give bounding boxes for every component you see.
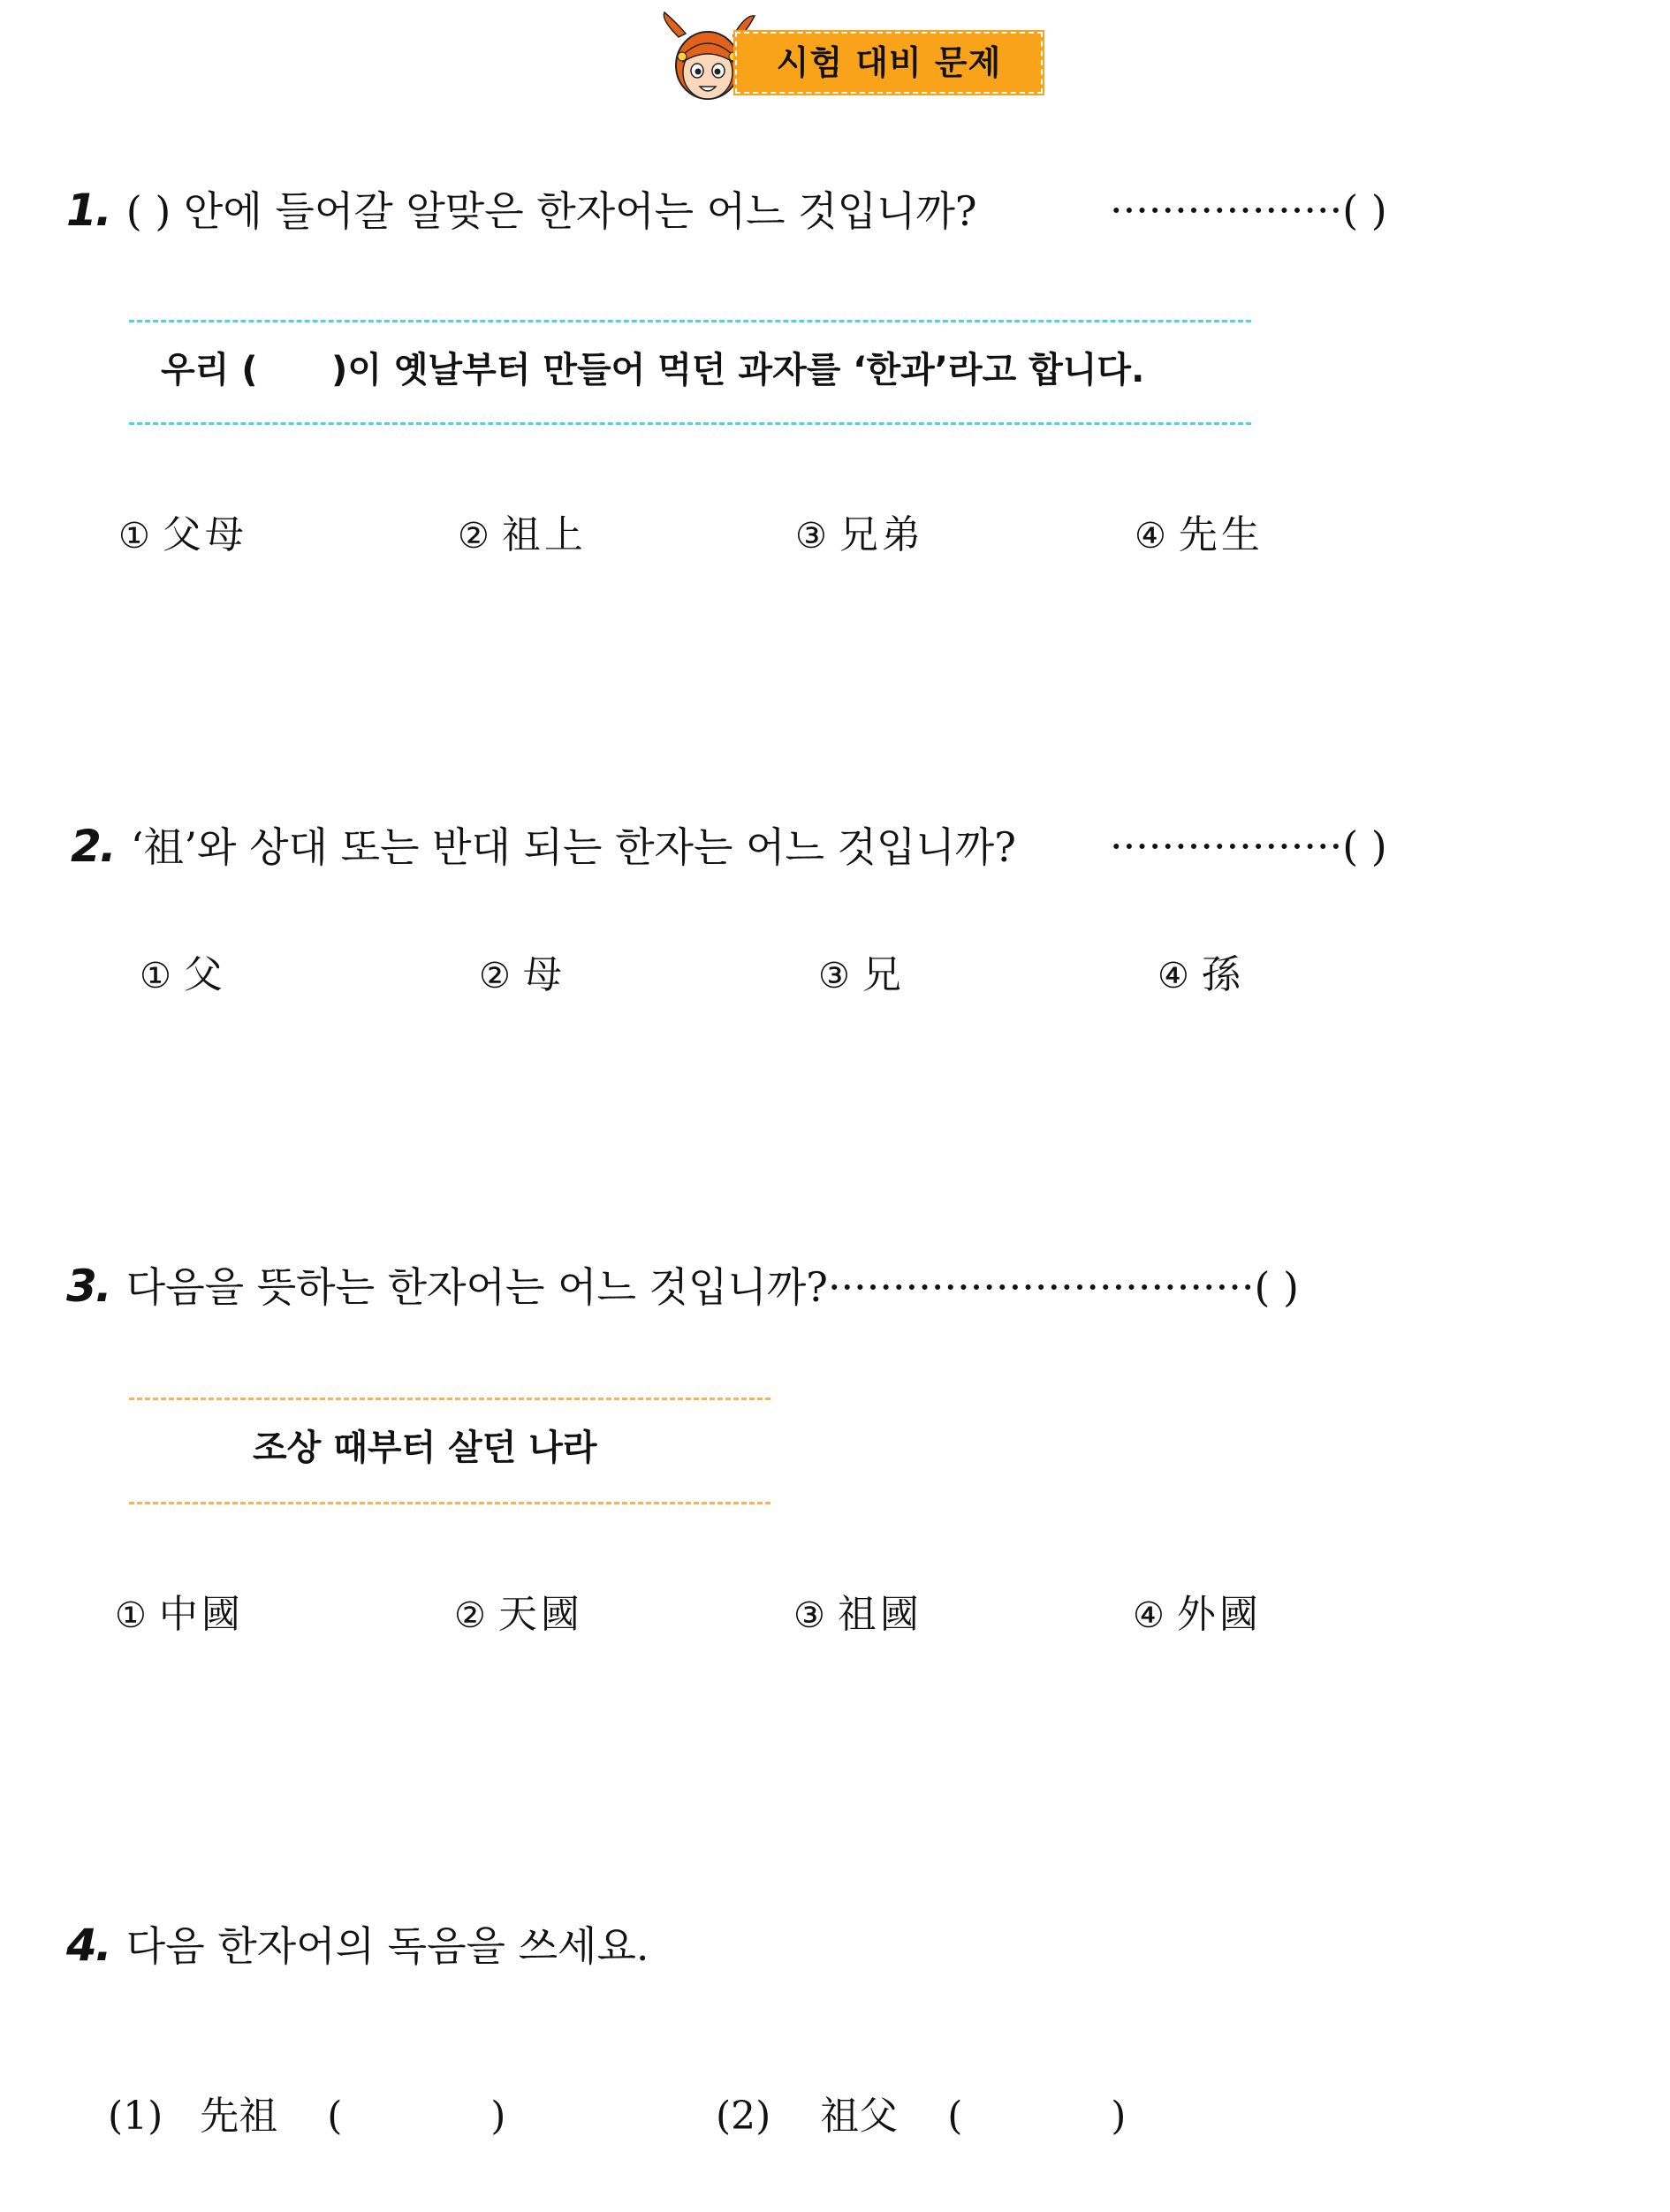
option-text: 祖國 [837, 1592, 922, 1637]
box-bottom-border [129, 1502, 770, 1504]
option-2-4[interactable] [1158, 951, 1244, 1001]
item-mark: (2) [716, 2094, 771, 2139]
option-1-2[interactable] [458, 511, 587, 561]
item-hanja: 祖父 [820, 2094, 899, 2139]
option-3-2[interactable] [454, 1590, 583, 1640]
question-3 [66, 1260, 1299, 1314]
page-title: 시험 대비 문제 [776, 43, 1002, 82]
item-mark: (1) [108, 2094, 163, 2139]
option-mark: ② [479, 956, 511, 996]
option-mark: ③ [793, 1595, 825, 1636]
question-number: 1. [66, 185, 110, 236]
option-mark: ④ [1135, 516, 1166, 557]
option-text: 父 [183, 952, 226, 997]
option-text: 先生 [1178, 512, 1264, 557]
option-2-3[interactable] [818, 951, 905, 1001]
option-3-1[interactable] [115, 1590, 244, 1640]
option-1-1[interactable] [118, 511, 247, 561]
item-hanja: 先祖 [200, 2094, 278, 2139]
option-text: 孫 [1201, 952, 1244, 997]
title-banner [735, 32, 1043, 94]
definition-text: 조상 때부터 살던 나라 [253, 1428, 597, 1468]
option-text: 母 [522, 952, 566, 997]
question-text: ( ) 안에 들어갈 알맞은 한자어는 어느 것입니까? [125, 187, 977, 235]
answer-blank-1[interactable]: ··················( ) [1110, 186, 1387, 234]
reading-blank-1[interactable]: ( ) [327, 2094, 506, 2139]
box-top-border [129, 320, 1251, 322]
option-text: 外國 [1176, 1592, 1262, 1637]
question-1 [66, 184, 977, 238]
option-text: 祖上 [501, 512, 587, 557]
answer-blank-3[interactable]: ·································( ) [827, 1263, 1299, 1311]
question-number: 4. [66, 1920, 110, 1971]
option-mark: ④ [1133, 1595, 1165, 1636]
option-text: 兄 [862, 952, 905, 997]
option-text: 兄弟 [839, 512, 924, 557]
question-text: 다음을 뜻하는 한자어는 어느 것입니까? [125, 1263, 828, 1311]
page-header [659, 11, 1048, 108]
option-mark: ② [454, 1595, 486, 1636]
reading-item-2 [716, 2092, 1126, 2141]
question-4 [66, 1919, 649, 1973]
reading-item-1 [108, 2092, 505, 2141]
option-1-3[interactable] [795, 511, 924, 561]
question-number: 2. [71, 821, 115, 872]
option-mark: ① [115, 1595, 147, 1636]
option-3-4[interactable] [1133, 1590, 1262, 1640]
box-bottom-border [129, 422, 1251, 425]
option-3-3[interactable] [793, 1590, 922, 1640]
question-text: ‘祖’와 상대 또는 반대 되는 한자는 어느 것입니까? [130, 823, 1016, 871]
option-mark: ① [118, 516, 150, 557]
answer-blank-2[interactable]: ··················( ) [1110, 822, 1387, 870]
option-2-1[interactable] [140, 951, 226, 1001]
context-sentence: 우리 ( )이 옛날부터 만들어 먹던 과자를 ‘한과’라고 합니다. [161, 350, 1145, 390]
option-mark: ③ [795, 516, 827, 557]
box-top-border [129, 1398, 770, 1400]
option-text: 中國 [158, 1592, 244, 1637]
question-number: 3. [66, 1261, 110, 1312]
option-1-4[interactable] [1135, 511, 1264, 561]
option-mark: ④ [1158, 956, 1189, 996]
question-text: 다음 한자어의 독음을 쓰세요. [125, 1922, 649, 1970]
option-mark: ③ [818, 956, 850, 996]
question-2 [71, 820, 1016, 874]
option-text: 天國 [497, 1592, 583, 1637]
option-mark: ② [458, 516, 490, 557]
option-mark: ① [140, 956, 171, 996]
reading-blank-2[interactable]: ( ) [947, 2094, 1127, 2139]
option-2-2[interactable] [479, 951, 566, 1001]
option-text: 父母 [162, 512, 247, 557]
